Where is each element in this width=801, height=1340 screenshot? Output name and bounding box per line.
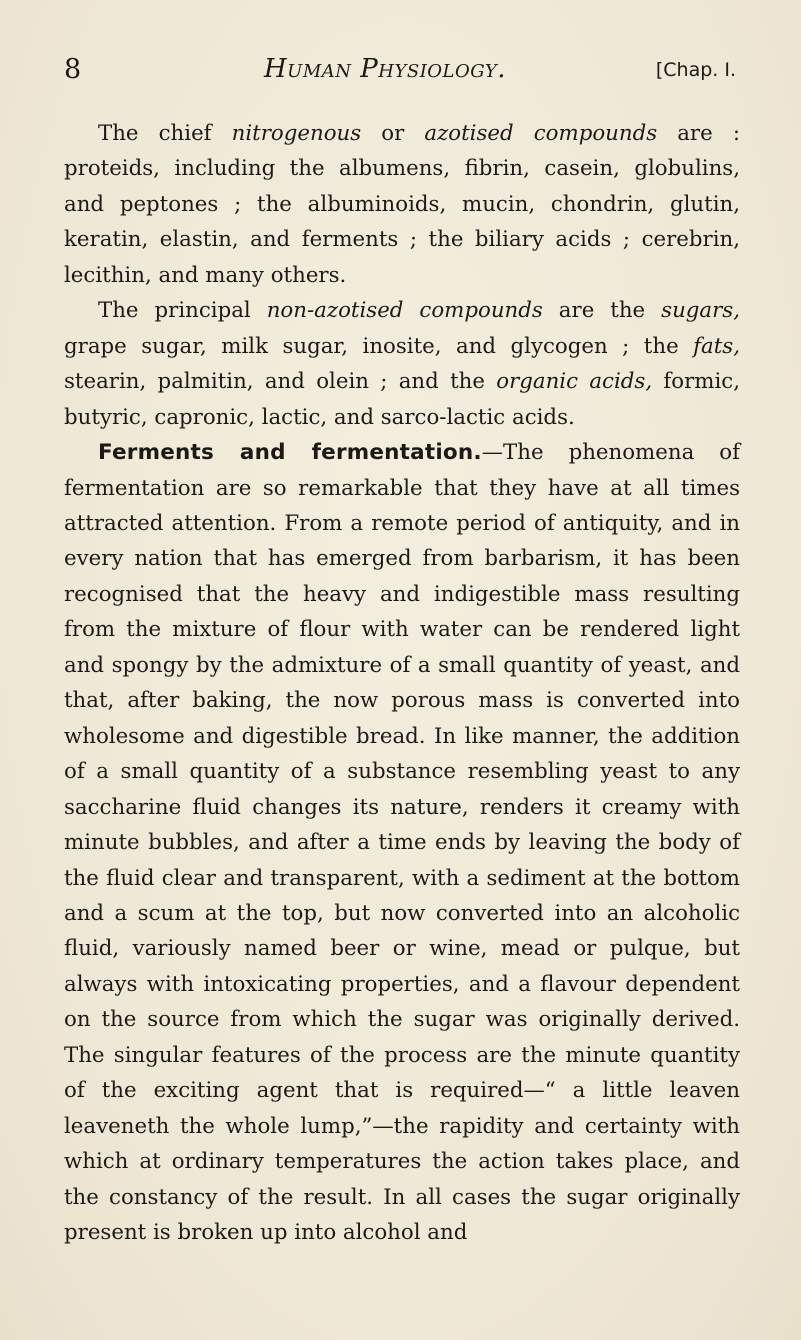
italic-term: azotised compounds [424,121,658,146]
text-run: or [361,121,425,146]
page-number: 8 [64,54,82,85]
italic-term: organic acids, [496,369,653,395]
paragraph-non-azotised-compounds [64,293,740,435]
italic-term: nitrogenous [231,121,362,146]
italic-term: sugars, [661,298,740,324]
text-run: grape sugar, milk sugar, inosite, and glycogen ; the [64,333,694,359]
chapter-reference: [Chap. I. [655,59,736,81]
section-heading: Ferments and fermentation. [98,440,482,466]
paragraph-nitrogenous-compounds [64,116,740,293]
running-title: Human Physiology. [264,54,506,84]
text-run: stearin, palmitin, and olein ; and the [64,369,497,395]
text-run: are : proteids, including the albumens, fibrin, casein, globulins, and peptones ; the albuminoids, mucin, chondrin, glutin, keratin, elastin, and ferments ; the biliary acids ; cerebrin, lecithin, and many others. [64,121,740,288]
text-run: The chief [98,121,232,146]
text-run: —The phenomena of fermentation are so remarkable that they have at all times attracted attention. From a remote period of antiquity, and in every nation that has emerged from barbarism, it has been recognised that the heavy and indigestible mass resulting from the mixture of flour with water can be rendered light and spongy by the admixture of a small quantity of yeast, and that, after baking, the now porous mass is converted into wholesome and digestible bread. In like manner, the addition of a small quantity of a substance resembling yeast to any saccharine fluid changes its nature, renders it creamy with minute bubbles, and after a time ends by leaving the body of the fluid clear and transparent, with a sediment at the bottom and a scum at the top, but now converted into an alcoholic fluid, variously named beer or wine, mead or pulque, but always with intoxicating properties, and a flavour dependent on the source from which the sugar was originally derived. The singular features of the process are the minute quantity of the exciting agent that is required—“ a little leaven leaveneth the whole lump,”—the rapidity and certainty with which at ordinary temperatures the action takes place, and the constancy of the result. In all cases the sugar originally present is broken up into alcohol and [64,440,740,1246]
italic-term: non-azotised compounds [266,298,543,324]
text-run: are the [542,298,662,324]
italic-term: fats, [693,333,740,359]
text-run: formic, butyric, capronic, lactic, and sarco-lactic acids. [64,369,740,430]
paragraph-fermentation [64,435,740,1250]
body-text [64,116,740,1251]
page-header [64,52,736,92]
text-run: The principal [98,298,267,324]
